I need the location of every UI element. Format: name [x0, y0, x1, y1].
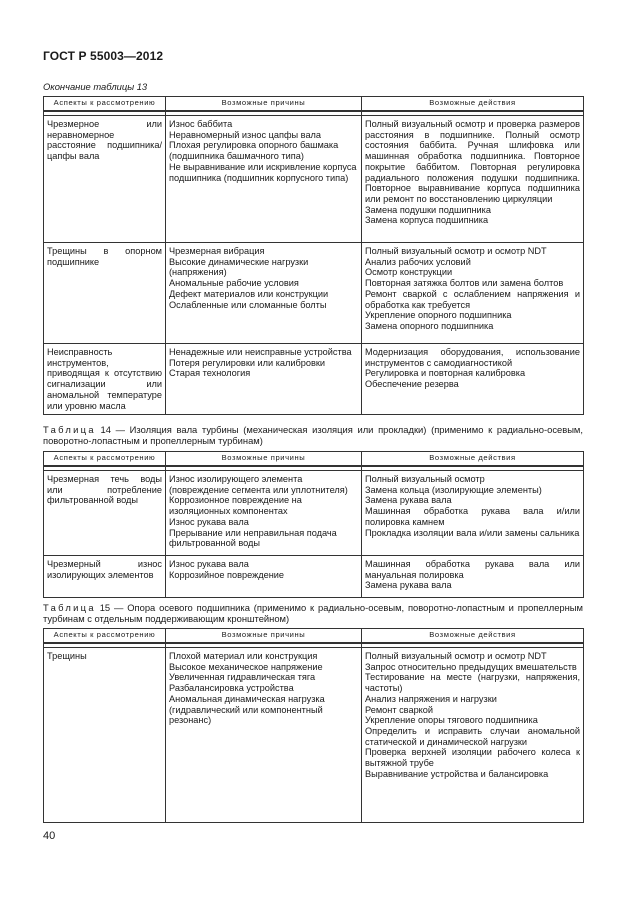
action-item: Замена подушки подшипника — [365, 204, 491, 215]
action-item: Замена опорного подшипника — [365, 320, 494, 331]
cause-item: Износ рукава вала — [169, 516, 249, 527]
col-header-causes: Возможные причины — [166, 97, 362, 112]
actions-cell — [362, 471, 584, 556]
action-item: Полный визуальный осмотр и осмотр NDT — [365, 651, 547, 661]
col-header-aspects: Аспекты к рассмотрению — [44, 97, 166, 112]
table14-caption — [43, 424, 583, 446]
table14-header-row — [44, 452, 584, 467]
table-row — [44, 556, 584, 598]
action-item: Анализ напряжения и нагрузки — [365, 693, 497, 704]
causes-cell — [166, 471, 362, 556]
table13-header-row — [44, 97, 584, 112]
cause-item: Высокое механическое напряжение — [169, 661, 323, 672]
aspect-cell: Трещины в опорном подшипнике — [44, 243, 166, 344]
cause-item: Плохая регулировка опорного башмака (подшипника башмачного типа) — [169, 140, 339, 162]
col-header-actions: Возможные действия — [362, 97, 584, 112]
standard-code: ГОСТ Р 55003—2012 — [43, 49, 164, 63]
col-header-actions: Возможные действия — [362, 452, 584, 467]
col-header-causes: Возможные причины — [166, 629, 362, 644]
cause-item: Потеря регулировки или калибровки — [169, 357, 326, 368]
cause-item: Разбалансировка устройства — [169, 683, 294, 694]
action-item: Замена корпуса подшипника — [365, 215, 489, 226]
cause-item: Старая технология — [169, 368, 251, 379]
actions-cell — [362, 243, 584, 344]
action-item: Ремонт сваркой — [365, 704, 434, 715]
action-item: Обеспечение резерва — [365, 379, 459, 390]
cause-item: Коррозийное повреждение — [169, 569, 285, 580]
cause-item: Износ рукава вала — [169, 559, 249, 569]
causes-cell — [166, 116, 362, 243]
table14 — [43, 451, 584, 598]
cause-item: Плохой материал или конструкция — [169, 651, 318, 661]
action-item: Прокладка изоляции вала и/или замены сальника — [365, 527, 580, 538]
action-item: Запрос относительно предыдущих вмешательств — [365, 661, 577, 672]
action-item: Замена кольца (изолирующие элементы) — [365, 484, 542, 495]
table15-caption — [43, 602, 583, 624]
table15-caption-label: Таблица — [43, 602, 96, 613]
table-row — [44, 116, 584, 243]
page-number: 40 — [43, 830, 56, 842]
action-item: Машинная обработка рукава вала или мануальная полировка — [365, 559, 580, 580]
action-item: Анализ рабочих условий — [365, 256, 471, 267]
col-header-causes: Возможные причины — [166, 452, 362, 467]
col-header-aspects: Аспекты к рассмотрению — [44, 452, 166, 467]
action-item: Определить и исправить случаи аномальной статической и динамической нагрузки — [365, 725, 580, 747]
cause-item: Ненадежные или неисправные устройства — [169, 347, 352, 357]
table14-caption-text: 14 — Изоляция вала турбины (механическая изоляция или прокладки) (применимо к радиально-осевым, поворотно-лопастным и пропеллерным турбинам) — [43, 424, 583, 447]
cause-item: Ослабленные или сломанные болты — [169, 299, 327, 310]
aspect-cell: Чрезмерное или неравномерное расстояние подшипника/цапфы вала — [44, 116, 166, 243]
col-header-aspects: Аспекты к рассмотрению — [44, 629, 166, 644]
table13 — [43, 96, 584, 415]
cause-item: Не выравнивание или искривление корпуса подшипника (подшипник корпусного типа) — [169, 161, 357, 183]
cause-item: Аномальные рабочие условия — [169, 278, 299, 289]
aspect-cell: Чрезмерный износ изолирующих элементов — [44, 556, 166, 598]
action-item: Укрепление опоры тягового подшипника — [365, 715, 538, 726]
action-item: Осмотр конструкции — [365, 267, 453, 278]
cause-item: Прерывание или неправильная подача фильтрованной воды — [169, 527, 337, 549]
table-row — [44, 471, 584, 556]
action-item: Машинная обработка рукава вала и/или полировка камнем — [365, 506, 580, 527]
causes-cell — [166, 556, 362, 598]
aspect-cell: Трещины — [44, 648, 166, 823]
cause-item: Коррозионное повреждение на изоляционных компонентах — [169, 495, 302, 517]
actions-cell — [362, 648, 584, 823]
action-item: Тестирование на месте (нагрузки, напряжения, частоты) — [365, 672, 580, 694]
action-item: Выравнивание устройства и балансировка — [365, 768, 549, 779]
cause-item: Износ баббита — [169, 119, 233, 129]
aspect-cell: Неисправность инструментов, приводящая к отсутствию сигнализации или аномальной температуре или уровню масла — [44, 344, 166, 415]
action-item: Проверка верхней изоляции рабочего колеса к вытяжной трубе — [365, 747, 580, 769]
table15-header-row — [44, 629, 584, 644]
cause-item: Высокие динамические нагрузки (напряжения) — [169, 256, 309, 278]
actions-cell — [362, 556, 584, 598]
table14-caption-label: Таблица — [43, 424, 96, 435]
cause-item: Аномальная динамическая нагрузка (гидравлический или компонентный резонанс) — [169, 693, 325, 726]
action-item: Ремонт сваркой с ослаблением напряжения и обработка как требуется — [365, 288, 580, 310]
table15-caption-text: 15 — Опора осевого подшипника (применимо к радиально-осевым, поворотно-лопастным и пропеллерным турбинам с отдельным поддерживающим кронштейном) — [43, 602, 583, 625]
table-row — [44, 243, 584, 344]
causes-cell — [166, 648, 362, 823]
table13-caption: Окончание таблицы 13 — [43, 81, 148, 92]
action-item: Полный визуальный осмотр и осмотр NDT — [365, 246, 547, 256]
action-item: Замена рукава вала — [365, 580, 452, 591]
action-item: Укрепление опорного подшипника — [365, 310, 512, 321]
action-item: Модернизация оборудования, использование инструментов с самодиагностикой — [365, 347, 580, 368]
col-header-actions: Возможные действия — [362, 629, 584, 644]
causes-cell — [166, 243, 362, 344]
action-item: Замена рукава вала — [365, 495, 452, 506]
table-row — [44, 648, 584, 823]
action-item: Полный визуальный осмотр и проверка размеров расстояния в подшипнике. Полный осмотр состояния баббита. Ручная шлифовка или машинная обработка подшипника. Повторное покрытие баббитом. Повторная регулировка радиального положения подушки подшипника. Повторное выравнивание корпуса подшипника или ремонт по восстановлению циркуляции — [365, 119, 580, 204]
causes-cell — [166, 344, 362, 415]
cause-item: Износ изолирующего элемента (повреждение сегмента или уплотнителя) — [169, 474, 348, 495]
action-item: Полный визуальный осмотр — [365, 474, 485, 484]
cause-item: Увеличенная гидравлическая тяга — [169, 672, 316, 683]
actions-cell — [362, 344, 584, 415]
cause-item: Чрезмерная вибрация — [169, 246, 265, 256]
aspect-cell: Чрезмерная течь воды или потребление фильтрованной воды — [44, 471, 166, 556]
actions-cell — [362, 116, 584, 243]
action-item: Регулировка и повторная калибровка — [365, 368, 526, 379]
table-row — [44, 344, 584, 415]
table15 — [43, 628, 584, 823]
action-item: Повторная затяжка болтов или замена болтов — [365, 278, 564, 289]
cause-item: Дефект материалов или конструкции — [169, 288, 329, 299]
cause-item: Неравномерный износ цапфы вала — [169, 129, 322, 140]
